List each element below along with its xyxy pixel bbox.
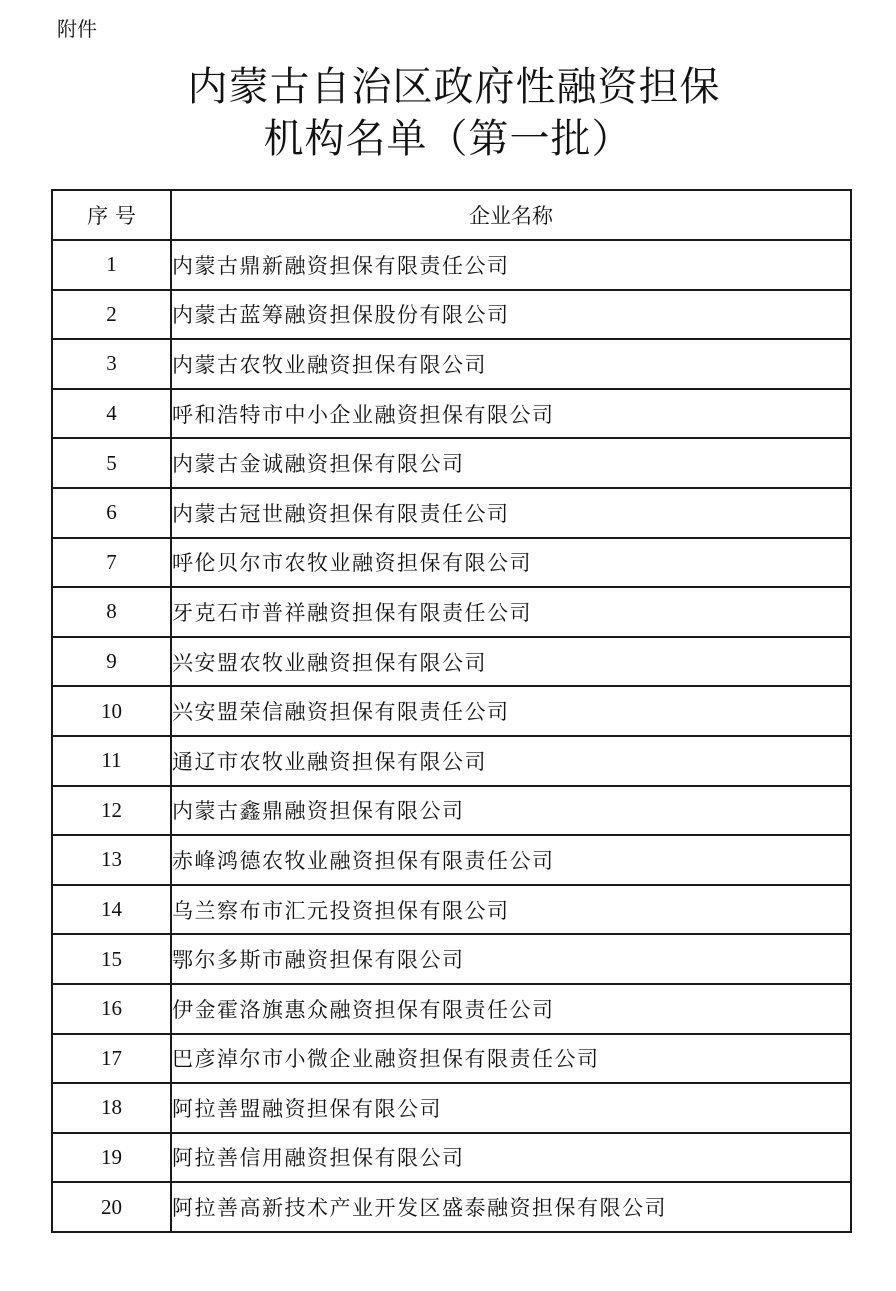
table-row [52, 786, 851, 836]
row-index: 6 [52, 488, 171, 538]
table-row [52, 389, 851, 439]
table-row [52, 488, 851, 538]
company-name: 内蒙古鑫鼎融资担保有限公司 [171, 786, 851, 836]
table-row [52, 339, 851, 389]
company-name: 鄂尔多斯市融资担保有限公司 [171, 934, 851, 984]
table-row [52, 736, 851, 786]
row-index: 20 [52, 1182, 171, 1232]
row-index: 5 [52, 438, 171, 488]
table-row [52, 1182, 851, 1232]
table-row [52, 240, 851, 290]
company-name: 阿拉善盟融资担保有限公司 [171, 1083, 851, 1133]
table-row [52, 290, 851, 340]
row-index: 17 [52, 1034, 171, 1084]
row-index: 4 [52, 389, 171, 439]
company-name: 内蒙古农牧业融资担保有限公司 [171, 339, 851, 389]
column-header-index: 序 号 [52, 190, 171, 240]
row-index: 7 [52, 538, 171, 588]
table-row [52, 686, 851, 736]
company-name: 阿拉善高新技术产业开发区盛泰融资担保有限公司 [171, 1182, 851, 1232]
attachment-label: 附件 [57, 17, 97, 41]
row-index: 10 [52, 686, 171, 736]
row-index: 14 [52, 885, 171, 935]
company-name: 赤峰鸿德农牧业融资担保有限责任公司 [171, 835, 851, 885]
table-row [52, 934, 851, 984]
company-name: 伊金霍洛旗惠众融资担保有限责任公司 [171, 984, 851, 1034]
company-name: 呼伦贝尔市农牧业融资担保有限公司 [171, 538, 851, 588]
row-index: 11 [52, 736, 171, 786]
company-name: 呼和浩特市中小企业融资担保有限公司 [171, 389, 851, 439]
row-index: 19 [52, 1133, 171, 1183]
table-row [52, 1083, 851, 1133]
row-index: 2 [52, 290, 171, 340]
row-index: 1 [52, 240, 171, 290]
company-name: 牙克石市普祥融资担保有限责任公司 [171, 587, 851, 637]
table-row [52, 1133, 851, 1183]
company-name: 内蒙古蓝筹融资担保股份有限公司 [171, 290, 851, 340]
company-name: 兴安盟农牧业融资担保有限公司 [171, 637, 851, 687]
table-row [52, 538, 851, 588]
column-header-name: 企业名称 [171, 190, 851, 240]
table-row [52, 587, 851, 637]
company-name: 内蒙古鼎新融资担保有限责任公司 [171, 240, 851, 290]
document-title-line-2: 机构名单（第一批） [263, 116, 633, 162]
company-name: 乌兰察布市汇元投资担保有限公司 [171, 885, 851, 935]
company-name: 阿拉善信用融资担保有限公司 [171, 1133, 851, 1183]
table-header-row [52, 190, 851, 240]
row-index: 9 [52, 637, 171, 687]
document-title-line-1: 内蒙古自治区政府性融资担保 [187, 64, 721, 110]
row-index: 18 [52, 1083, 171, 1133]
table-row [52, 835, 851, 885]
row-index: 13 [52, 835, 171, 885]
company-name: 内蒙古金诚融资担保有限公司 [171, 438, 851, 488]
company-name: 兴安盟荣信融资担保有限责任公司 [171, 686, 851, 736]
table-row [52, 438, 851, 488]
row-index: 8 [52, 587, 171, 637]
company-name: 巴彦淖尔市小微企业融资担保有限责任公司 [171, 1034, 851, 1084]
table-row [52, 984, 851, 1034]
company-name: 通辽市农牧业融资担保有限公司 [171, 736, 851, 786]
table-row [52, 637, 851, 687]
table-row [52, 885, 851, 935]
company-name: 内蒙古冠世融资担保有限责任公司 [171, 488, 851, 538]
institution-list-table [51, 189, 852, 1233]
row-index: 15 [52, 934, 171, 984]
row-index: 12 [52, 786, 171, 836]
table-row [52, 1034, 851, 1084]
row-index: 3 [52, 339, 171, 389]
row-index: 16 [52, 984, 171, 1034]
